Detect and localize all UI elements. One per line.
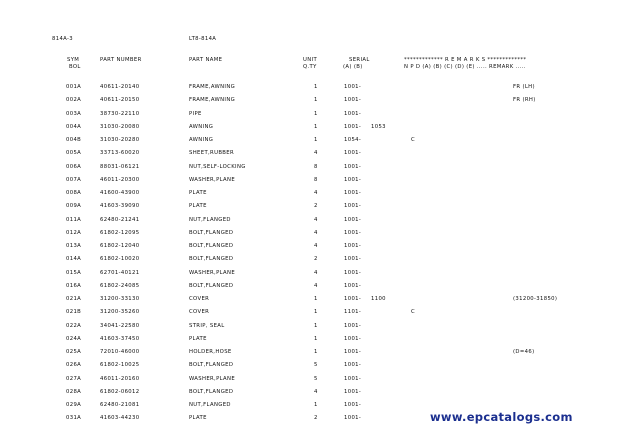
row-sym: 004A [66, 123, 82, 130]
row-qty: 4 [314, 282, 318, 289]
row-qty: 8 [314, 176, 318, 183]
table-row [0, 84, 642, 91]
row-sym: 021B [66, 309, 82, 316]
row-serial-a: 1054- [344, 137, 362, 143]
row-remark: FR (RH) [513, 97, 536, 104]
row-qty: 1 [314, 123, 318, 130]
row-part-name: COVER [189, 309, 210, 316]
header-unit: UNIT [303, 57, 318, 63]
row-qty: 1 [314, 110, 318, 117]
watermark: www.epcatalogs.com [430, 410, 573, 424]
row-sym: 028A [66, 388, 82, 395]
row-qty: 1 [314, 402, 318, 408]
table-row [0, 230, 642, 237]
row-qty: 1 [314, 322, 318, 329]
row-part-name: BOLT,FLANGED [189, 229, 234, 236]
table-row [0, 389, 642, 396]
table-row [0, 150, 642, 157]
row-part-number: 61802-06012 [100, 388, 140, 395]
row-part-number: 61802-12095 [100, 229, 140, 236]
row-serial-a: 1001- [344, 97, 362, 104]
table-row [0, 309, 642, 316]
row-qty: 4 [314, 150, 318, 157]
row-part-name: COVER [189, 296, 210, 302]
row-qty: 4 [314, 388, 318, 395]
table-row [0, 164, 642, 171]
row-sym: 004B [66, 137, 82, 143]
row-part-number: 88031-06121 [100, 163, 140, 170]
row-qty: 1 [314, 97, 318, 104]
row-part-name: NUT,SELF-LOCKING [189, 163, 246, 170]
table-row [0, 349, 642, 356]
row-part-name: FRAME,AWNING [189, 97, 236, 104]
row-qty: 8 [314, 163, 318, 170]
row-qty: 1 [314, 296, 318, 302]
row-part-number: 31030-20080 [100, 123, 140, 130]
table-row [0, 177, 642, 184]
row-part-name: FRAME,AWNING [189, 84, 236, 90]
row-part-name: BOLT,FLANGED [189, 362, 234, 369]
table-row [0, 376, 642, 383]
table-row [0, 97, 642, 104]
row-part-name: BOLT,FLANGED [189, 282, 234, 289]
row-qty: 4 [314, 269, 318, 276]
row-part-number: 38730-22110 [100, 110, 140, 117]
row-serial-a: 1001- [344, 203, 362, 210]
table-row [0, 137, 642, 144]
row-serial-a: 1001- [344, 229, 362, 236]
table-row [0, 270, 642, 277]
row-part-number: 61802-10025 [100, 362, 140, 369]
row-qty: 1 [314, 349, 318, 355]
table-row [0, 243, 642, 250]
header-serial: SERIAL [349, 57, 370, 63]
row-part-number: 61802-24085 [100, 282, 140, 289]
table-row [0, 256, 642, 263]
row-serial-a: 1001- [344, 190, 362, 196]
header-part-name: PART NAME [189, 57, 223, 63]
row-qty: 4 [314, 190, 318, 196]
row-sym: 009A [66, 203, 82, 210]
row-sym: 026A [66, 362, 82, 369]
row-qty: 2 [314, 415, 318, 422]
row-sym: 002A [66, 97, 82, 104]
row-part-number: 33713-60020 [100, 150, 140, 157]
row-qty: 1 [314, 309, 318, 316]
row-serial-a: 1001- [344, 269, 362, 276]
row-part-name: AWNING [189, 123, 214, 130]
row-part-number: 31030-20280 [100, 137, 140, 143]
table-row [0, 111, 642, 118]
row-part-name: NUT,FLANGED [189, 216, 231, 223]
row-part-name: NUT,FLANGED [189, 402, 231, 408]
row-part-number: 62701-40121 [100, 269, 140, 276]
row-part-number: 41603-39090 [100, 203, 140, 210]
row-sym: 029A [66, 402, 82, 408]
row-serial-a: 1001- [344, 163, 362, 170]
row-part-name: BOLT,FLANGED [189, 388, 234, 395]
row-qty: 1 [314, 335, 318, 342]
row-serial-a: 1001- [344, 402, 362, 408]
row-part-name: WASHER,PLANE [189, 176, 236, 183]
row-remark: (31200-31850) [513, 296, 558, 302]
row-qty: 5 [314, 362, 318, 369]
row-serial-a: 1001- [344, 335, 362, 342]
row-part-name: PIPE [189, 110, 202, 117]
row-serial-a: 1001- [344, 349, 362, 355]
row-serial-a: 1001- [344, 84, 362, 90]
row-sym: 024A [66, 335, 82, 342]
row-part-name: PLATE [189, 203, 207, 210]
row-part-number: 40611-20140 [100, 84, 140, 90]
row-sym: 016A [66, 282, 82, 289]
row-sym: 007A [66, 176, 82, 183]
row-part-number: 62480-21241 [100, 216, 140, 223]
row-sym: 003A [66, 110, 82, 117]
row-qty: 4 [314, 229, 318, 236]
row-part-number: 61802-12040 [100, 243, 140, 249]
row-serial-a: 1001- [344, 296, 362, 302]
row-qty: 1 [314, 84, 318, 90]
row-part-name: WASHER,PLANE [189, 375, 236, 382]
row-part-name: STRIP, SEAL [189, 322, 225, 329]
row-qty: 1 [314, 137, 318, 143]
row-serial-a: 1001- [344, 388, 362, 395]
row-part-number: 41603-37450 [100, 335, 140, 342]
row-serial-a: 1001- [344, 375, 362, 382]
row-sym: 015A [66, 269, 82, 276]
table-row [0, 203, 642, 210]
row-part-name: PLATE [189, 190, 207, 196]
row-sym: 014A [66, 256, 82, 263]
row-serial-a: 1001- [344, 415, 362, 422]
row-serial-a: 1001- [344, 362, 362, 369]
row-sym: 006A [66, 163, 82, 170]
header-qty: Q.TY [303, 64, 317, 70]
row-serial-a: 1001- [344, 322, 362, 329]
row-serial-a: 1001- [344, 256, 362, 263]
row-part-name: BOLT,FLANGED [189, 243, 234, 249]
row-sym: 013A [66, 243, 82, 249]
row-part-name: BOLT,FLANGED [189, 256, 234, 263]
page-code: 814A-3 [52, 36, 73, 42]
row-part-number: 34041-22580 [100, 322, 140, 329]
row-serial-b: 1053 [371, 123, 386, 130]
row-sym: 031A [66, 415, 82, 422]
row-part-number: 46011-20160 [100, 375, 140, 382]
header-part-number: PART NUMBER [100, 57, 142, 63]
row-part-number: 31200-33130 [100, 296, 140, 302]
table-row [0, 323, 642, 330]
row-serial-a: 1001- [344, 150, 362, 157]
header-remarks-banner: ************* R E M A R K S ************* [404, 57, 527, 63]
row-npd: C [411, 309, 416, 316]
row-part-name: AWNING [189, 137, 214, 143]
row-serial-a: 1001- [344, 123, 362, 130]
row-qty: 4 [314, 216, 318, 223]
row-sym: 008A [66, 190, 82, 196]
row-serial-a: 1001- [344, 176, 362, 183]
row-part-name: HOLDER,HOSE [189, 349, 232, 355]
table-row [0, 217, 642, 224]
row-part-number: 41600-43900 [100, 190, 140, 196]
table-row [0, 362, 642, 369]
table-row [0, 190, 642, 197]
table-row [0, 283, 642, 290]
row-npd: C [411, 137, 416, 143]
row-serial-b: 1100 [371, 296, 386, 302]
row-serial-a: 1001- [344, 282, 362, 289]
table-row [0, 124, 642, 131]
header-sym: SYM [67, 57, 80, 63]
model-code: LT8-814A [189, 36, 217, 42]
row-sym: 001A [66, 84, 82, 90]
row-qty: 2 [314, 203, 318, 210]
row-part-number: 31200-35260 [100, 309, 140, 316]
row-remark: (D=46) [513, 349, 535, 355]
table-row [0, 402, 642, 409]
row-sym: 005A [66, 150, 82, 157]
header-serial-ab: (A) (B) [343, 64, 363, 70]
row-sym: 012A [66, 229, 82, 236]
row-part-number: 72010-46000 [100, 349, 140, 355]
row-part-name: PLATE [189, 335, 207, 342]
row-part-name: SHEET,RUBBER [189, 150, 235, 157]
row-part-number: 61802-10020 [100, 256, 140, 263]
row-sym: 011A [66, 216, 82, 223]
row-part-number: 46011-20300 [100, 176, 140, 183]
header-bol: BOL [69, 64, 81, 70]
row-part-name: WASHER,PLANE [189, 269, 236, 276]
row-sym: 022A [66, 322, 82, 329]
row-sym: 027A [66, 375, 82, 382]
row-part-number: 41603-44230 [100, 415, 140, 422]
table-row [0, 296, 642, 303]
row-qty: 2 [314, 256, 318, 263]
row-serial-a: 1001- [344, 110, 362, 117]
row-serial-a: 1101- [344, 309, 362, 316]
row-serial-a: 1001- [344, 243, 362, 249]
row-part-number: 62480-21081 [100, 402, 140, 408]
row-remark: FR (LH) [513, 84, 535, 90]
row-part-name: PLATE [189, 415, 207, 422]
row-qty: 4 [314, 243, 318, 249]
row-serial-a: 1001- [344, 216, 362, 223]
header-remarks-columns: N P D (A) (B) (C) (D) (E) ..... REMARK ..... [404, 64, 526, 70]
row-qty: 5 [314, 375, 318, 382]
row-sym: 021A [66, 296, 82, 302]
row-sym: 025A [66, 349, 82, 355]
row-part-number: 40611-20150 [100, 97, 140, 104]
table-row [0, 336, 642, 343]
